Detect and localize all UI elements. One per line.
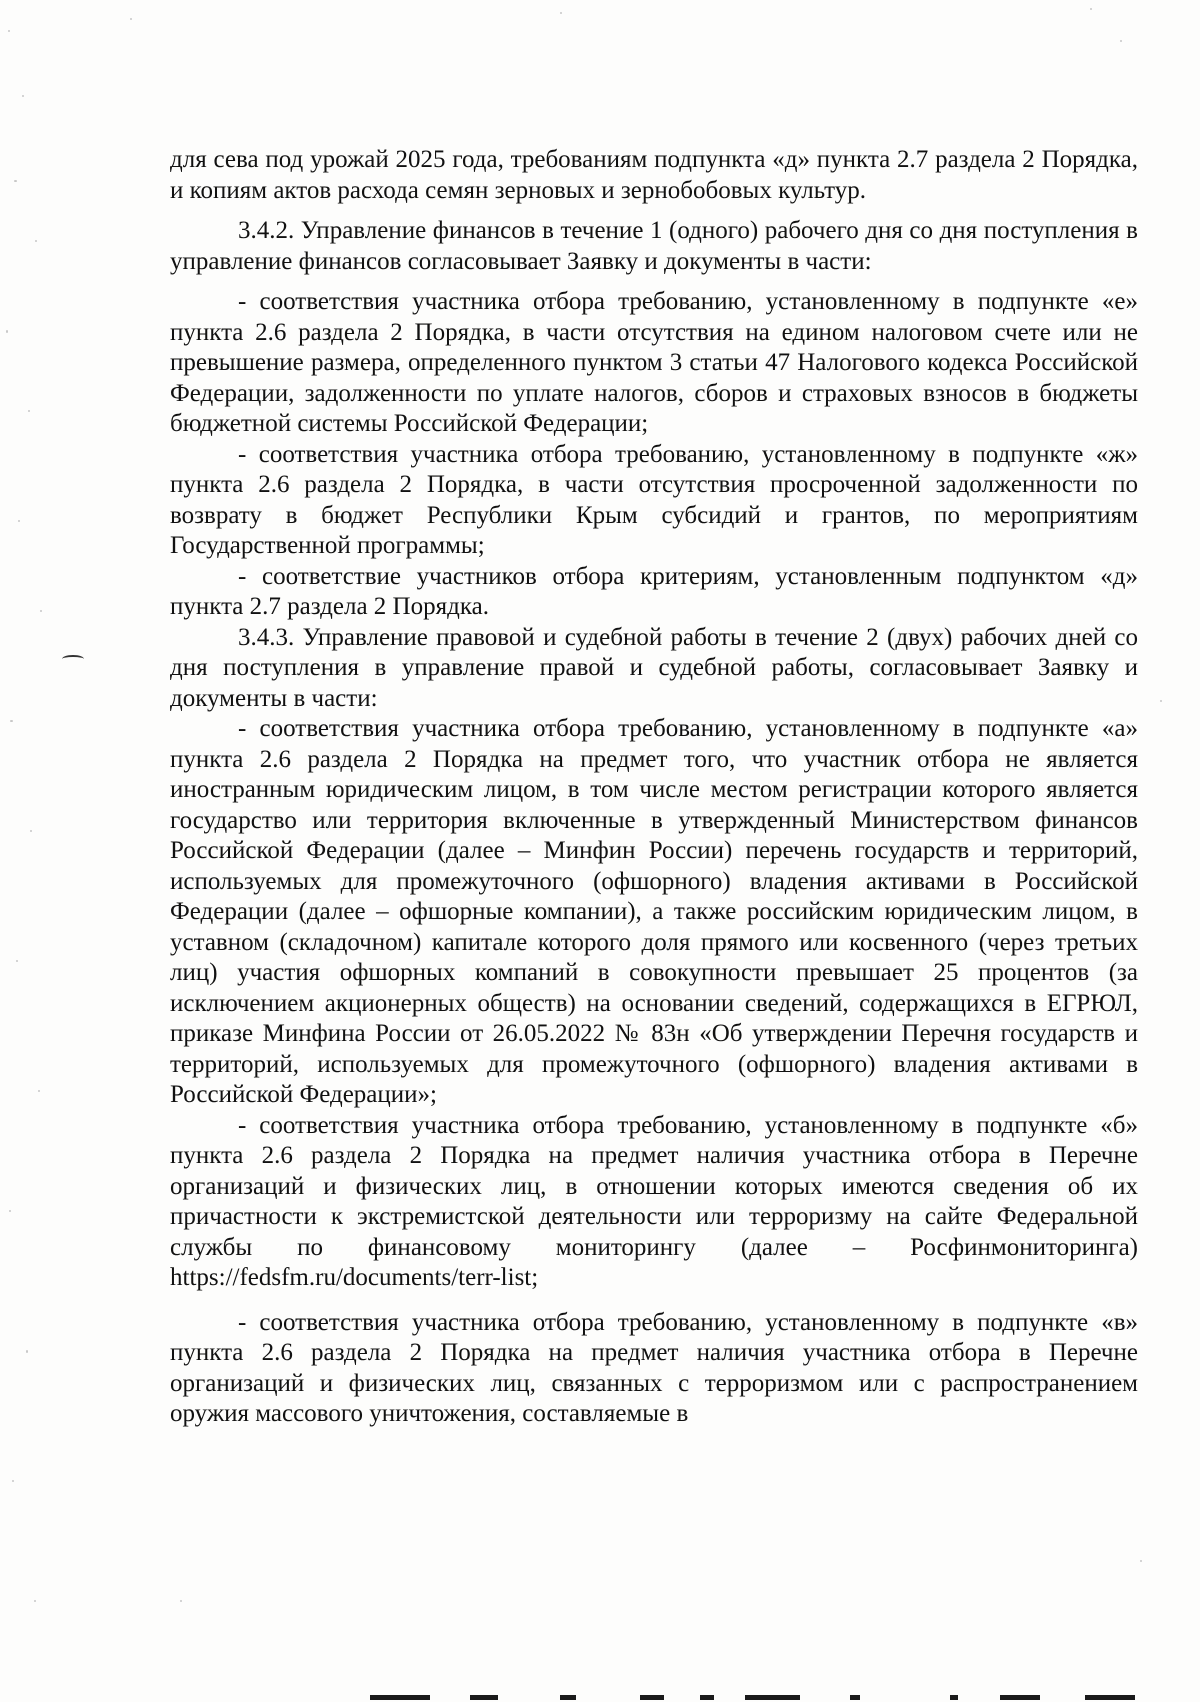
list-item-finance-2: - соответствия участника отбора требованию, установленному в подпункте «ж» пункта 2.6 раздела 2 Порядка, в части отсутствия просроченной задолженности по возврату в бюджет Республики Крым субсидий и грантов, по мероприятиям Государственной программы; [170,440,1138,559]
document-body [170,145,1138,1430]
scan-speck [1120,40,1122,42]
scan-speck [130,18,132,20]
paragraph-continuation: для сева под урожай 2025 года, требованиям подпункта «д» пункта 2.7 раздела 2 Порядка, и копиям актов расхода семян зерновых и зернобобовых культур. [170,146,1138,204]
scan-speck [1140,1560,1142,1562]
list-item-legal-2: - соответствия участника отбора требованию, установленному в подпункте «б» пункта 2.6 раздела 2 Порядка на предмет наличия участника отбора в Перечне организаций и физических лиц, в отношении которых имеются сведения об их причастности к экстремистской деятельности или терроризму на сайте Федеральной службы по финансовому мониторингу (далее – Росфинмониторинга) https://fedsfm.ru/documents/terr-list; [170,1111,1138,1291]
scan-speck [560,12,562,14]
list-item-legal-1: - соответствия участника отбора требованию, установленному в подпункте «а» пункта 2.6 раздела 2 Порядка на предмет того, что участник отбора не является иностранным юридическим лицом, в том числе местом регистрации которого является государство или территория включенные в утвержденный Министерством финансов Российской Федерации (далее – Минфин России) перечень государств и территорий, используемых для промежуточного (офшорного) владения активами в Российской Федерации (далее – офшорные компании), а также российским юридическим лицом, в уставном (складочном) капитале которого доля прямого или косвенного (через третьих лиц) участия офшорных компаний в совокупности превышает 25 процентов (за исключением акционерных обществ) на основании сведений, содержащихся в ЕГРЮЛ, приказе Минфина России от 26.05.2022 № 83н «Об утверждении Перечня государств и территорий, используемых для промежуточного (офшорного) владения активами в Российской Федерации»; [170,715,1138,1108]
scan-bottom-edge [0,1690,1200,1702]
scan-speck [1090,8,1092,10]
scan-edge-mark [62,655,84,663]
paragraph-3-4-3: 3.4.3. Управление правовой и судебной работы в течение 2 (двух) рабочих дней со дня поступления в управление правой и судебной работы, согласовывает Заявку и документы в части: [170,623,1138,712]
scan-speck [180,1600,182,1602]
list-item-finance-1: - соответствия участника отбора требованию, установленному в подпункте «е» пункта 2.6 раздела 2 Порядка, в части отсутствия на едином налоговом счете или не превышение размера, определенного пунктом 3 статьи 47 Налогового кодекса Российской Федерации, задолженности по уплате налогов, сборов и страховых взносов в бюджеты бюджетной системы Российской Федерации; [170,288,1138,437]
list-item-finance-3: - соответствие участников отбора критериям, установленным подпунктом «д» пункта 2.7 раздела 2 Порядка. [170,562,1138,620]
paragraph-3-4-2: 3.4.2. Управление финансов в течение 1 (одного) рабочего дня со дня поступления в управление финансов согласовывает Заявку и документы в части: [170,217,1138,275]
list-item-legal-3: - соответствия участника отбора требованию, установленному в подпункте «в» пункта 2.6 раздела 2 Порядка на предмет наличия участника отбора в Перечне организаций и физических лиц, связанных с терроризмом или с распространением оружия массового уничтожения, составляемые в [170,1308,1138,1427]
scan-margin-noise [0,0,60,1702]
scan-speck [1160,700,1162,702]
